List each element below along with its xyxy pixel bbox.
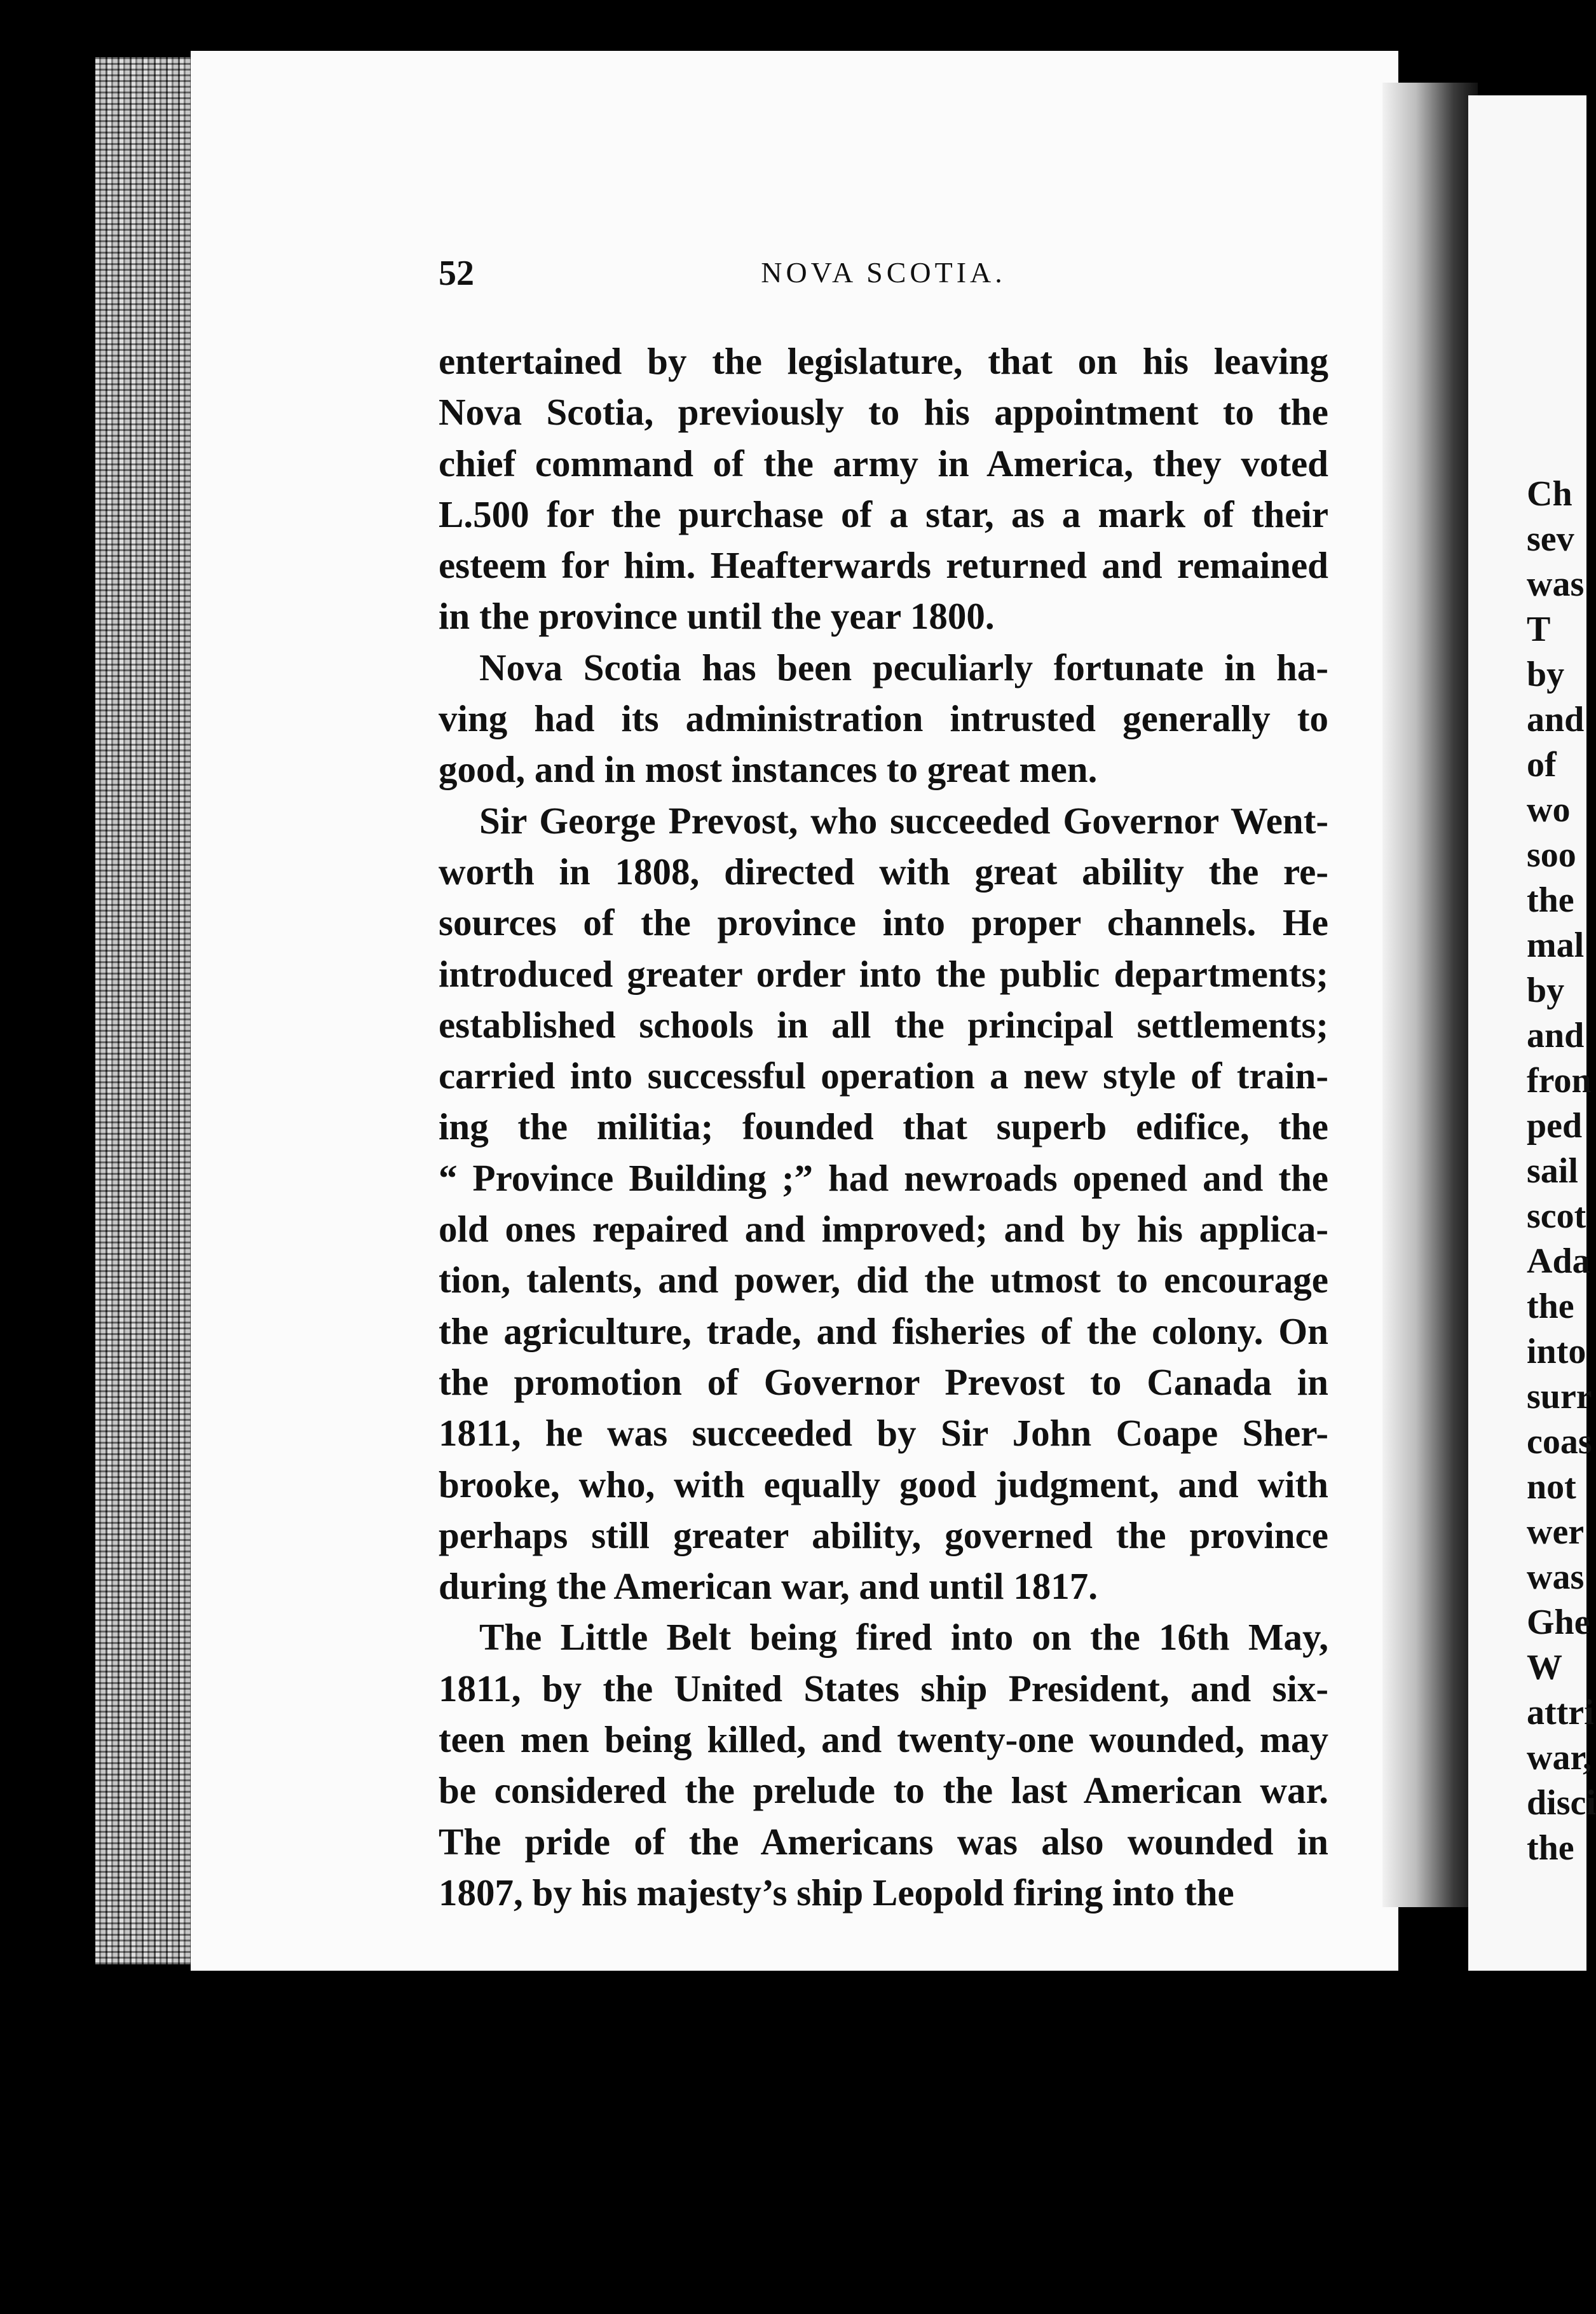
text-line: 1807, by his majesty’s ship Leopold firing into the <box>439 1871 1234 1913</box>
text-line: Sir George Prevost, who succeeded Governor Went- <box>479 799 1328 842</box>
next-page-fragment: wo <box>1527 790 1571 830</box>
next-page-fragment: scot <box>1527 1196 1586 1236</box>
next-page-fragment: sail <box>1527 1151 1578 1191</box>
body-text <box>439 336 1328 1918</box>
next-page <box>1468 95 1596 1971</box>
next-page-fragment: the <box>1527 880 1574 920</box>
text-line: brooke, who, with equally good judgment, and with <box>439 1463 1328 1505</box>
text-line: old ones repaired and improved; and by his applica- <box>439 1208 1328 1250</box>
text-line: carried into successful operation a new style of train- <box>439 1055 1328 1097</box>
next-page-fragment: wer <box>1527 1512 1585 1552</box>
text-line: perhaps still greater ability, governed the province <box>439 1514 1328 1556</box>
next-page-fragment: not <box>1527 1467 1576 1507</box>
text-line: worth in 1808, directed with great ability the re- <box>439 850 1328 893</box>
next-page-fragment: Ada <box>1527 1242 1590 1281</box>
text-line: 1811, by the United States ship President, and six- <box>439 1667 1328 1709</box>
next-page-fragment: by <box>1527 971 1565 1010</box>
next-page-fragment: Ch <box>1527 474 1572 514</box>
text-line: established schools in all the principal settlements; <box>439 1003 1328 1046</box>
next-page-fragment: of <box>1527 745 1557 784</box>
next-page-fragment: mal <box>1527 926 1585 965</box>
text-line: ing the militia; founded that superb edifice, the <box>439 1106 1328 1148</box>
next-page-fragment: T <box>1527 610 1551 649</box>
next-page-fragment: the <box>1527 1828 1574 1868</box>
next-page-fragment: and <box>1527 700 1585 739</box>
next-page-text <box>1527 472 1596 1871</box>
next-page-fragment: W <box>1527 1648 1562 1687</box>
paragraph <box>439 1612 1328 1918</box>
text-line: in the province until the year 1800. <box>439 595 995 638</box>
text-line: The Little Belt being fired into on the 16th May, <box>479 1616 1328 1659</box>
next-page-fragment: fron <box>1527 1061 1592 1100</box>
next-page-fragment: coas <box>1527 1422 1592 1462</box>
next-page-fragment: disci <box>1527 1783 1596 1823</box>
book-gutter <box>1382 83 1478 1907</box>
text-line: Nova Scotia has been peculiarly fortunate in ha- <box>479 646 1328 688</box>
next-page-fragment: war, <box>1527 1738 1592 1777</box>
next-page-fragment: was <box>1527 1558 1585 1597</box>
next-page-fragment: sev <box>1527 519 1574 559</box>
next-page-fragment: by <box>1527 655 1565 694</box>
text-line: esteem for him. Heafterwards returned and remained <box>439 544 1328 587</box>
text-line: tion, talents, and power, did the utmost to encourage <box>439 1259 1328 1301</box>
text-line: the promotion of Governor Prevost to Canada in <box>439 1360 1328 1403</box>
next-page-fragment: soo <box>1527 835 1576 875</box>
text-line: during the American war, and until 1817. <box>439 1565 1098 1608</box>
next-page-fragment: attri <box>1527 1693 1594 1732</box>
text-line: “ Province Building ;” had newroads opened and the <box>439 1156 1328 1199</box>
text-line: sources of the province into proper channels. He <box>439 901 1328 944</box>
text-line: The pride of the Americans was also wounded in <box>439 1820 1328 1863</box>
running-title: NOVA SCOTIA. <box>761 256 1006 289</box>
text-line: introduced greater order into the public departments; <box>439 952 1328 995</box>
text-line: good, and in most instances to great men. <box>439 748 1098 791</box>
next-page-fragment: into <box>1527 1332 1586 1371</box>
paragraph <box>439 795 1328 1612</box>
next-page-fragment: was <box>1527 565 1585 604</box>
text-line: teen men being killed, and twenty-one wounded, may <box>439 1718 1328 1761</box>
paragraph <box>439 642 1328 795</box>
text-line: chief command of the army in America, they voted <box>439 442 1328 484</box>
text-line: 1811, he was succeeded by Sir John Coape Sher- <box>439 1412 1328 1455</box>
page-header <box>439 253 1328 298</box>
page-number: 52 <box>439 254 474 293</box>
text-line: Nova Scotia, previously to his appointment to the <box>439 391 1328 434</box>
next-page-fragment: surr <box>1527 1377 1592 1416</box>
next-page-fragment: the <box>1527 1287 1574 1326</box>
text-line: entertained by the legislature, that on his leaving <box>439 340 1328 382</box>
text-line: the agriculture, trade, and fisheries of the colony. On <box>439 1310 1328 1352</box>
text-line: L.500 for the purchase of a star, as a mark of their <box>439 493 1328 535</box>
next-page-fragment: Ghe <box>1527 1603 1590 1642</box>
next-page-fragment: and <box>1527 1016 1585 1055</box>
page-edge-left <box>95 57 201 1964</box>
paragraph <box>439 336 1328 642</box>
text-line: ving had its administration intrusted generally to <box>439 697 1328 740</box>
text-line: be considered the prelude to the last American war. <box>439 1769 1328 1812</box>
next-page-fragment: ped <box>1527 1106 1583 1146</box>
